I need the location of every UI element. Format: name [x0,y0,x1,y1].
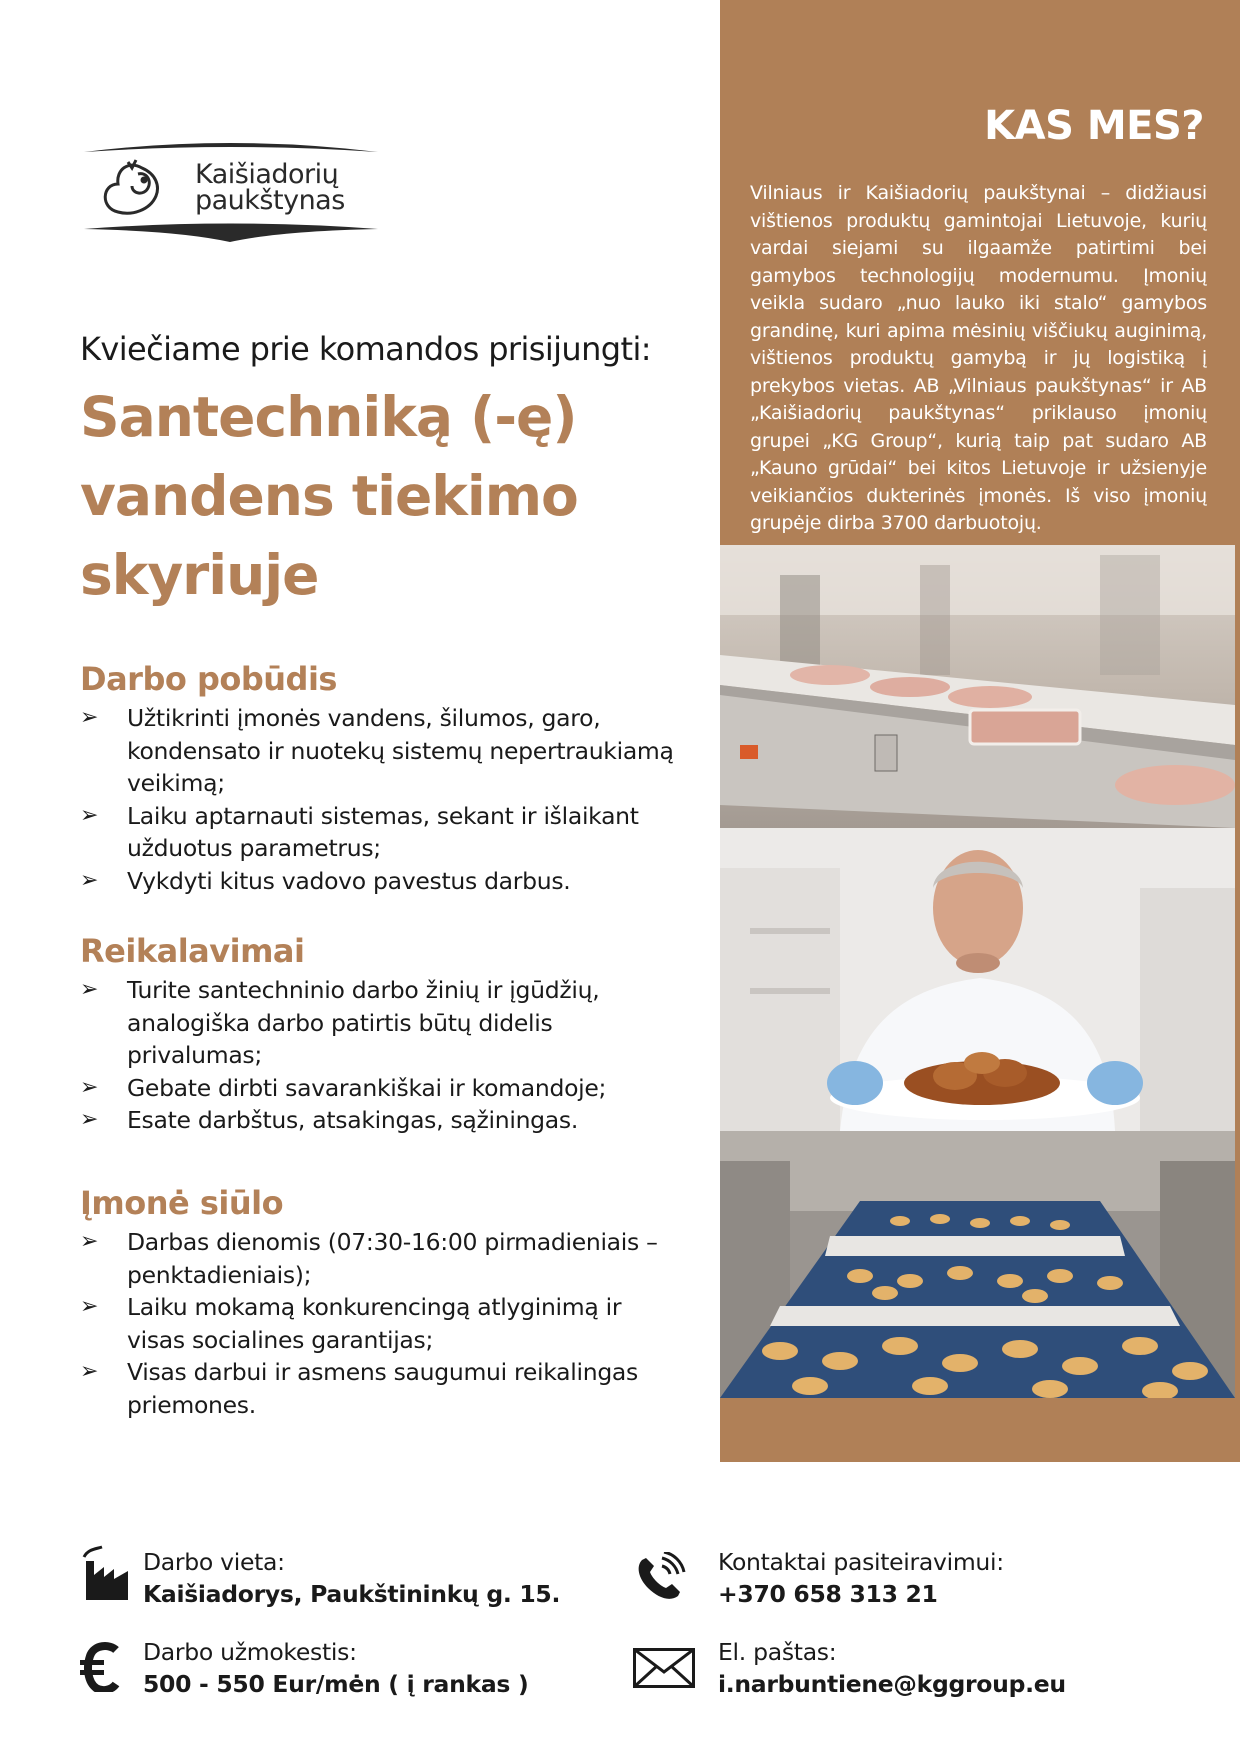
arrow-bullet-icon: ➢ [80,1107,99,1132]
job-title-line-2: vandens tiekimo [80,464,578,528]
list-item-text: Vykdyti kitus vadovo pavestus darbus. [127,866,571,895]
list-item-text: Visas darbui ir asmens saugumui reikalingas priemones. [127,1358,638,1419]
work-location-value: Kaišiadorys, Paukštininkų g. 15. [143,1580,561,1608]
section-offers [80,1184,680,1421]
list-item [80,702,680,800]
about-heading: KAS MES? [984,103,1204,149]
photo-conveyor-meat [720,545,1235,828]
list-item [80,1072,680,1105]
section-heading: Reikalavimai [80,932,305,970]
factory-icon [80,1545,130,1604]
job-title [80,378,640,615]
work-location-label: Darbo vieta: [143,1548,285,1576]
logo-wordmark [195,159,345,216]
job-title-line-1: Santechniką (-ę) [80,385,577,449]
section-heading: Įmonė siūlo [80,1184,284,1222]
invite-text: Kviečiame prie komandos prisijungti: [80,330,651,368]
arrow-bullet-icon: ➢ [80,977,99,1002]
arrow-bullet-icon: ➢ [80,705,99,730]
list-item-text: Darbas dienomis (07:30-16:00 pirmadieniais – penktadieniais); [127,1228,658,1289]
bullet-list [80,974,680,1137]
section-duties [80,660,680,897]
email-value[interactable]: i.narbuntiene@kggroup.eu [718,1670,1066,1698]
envelope-icon [633,1648,695,1692]
list-item [80,800,680,865]
salary-value: 500 - 550 Eur/mėn ( į rankas ) [143,1670,529,1698]
salary-label: Darbo užmokestis: [143,1638,357,1666]
job-title-line-3: skyriuje [80,543,319,607]
email-label: El. paštas: [718,1638,837,1666]
about-text: Vilniaus ir Kaišiadorių paukštynai – didžiausi vištienos produktų gamintojai Lietuvoje, kurių vardai siejami su ilgaamže patirtimi bei gamybos technologijų modernumu. Įmonių veikla sudaro „nuo lauko iki stalo“ gamybos grandinę, kuri apima mėsinių viščiukų auginimą, vištienos produktų gamybą ir jų logistiką į prekybos vietas. AB „Vilniaus paukštynas“ ir AB „Kaišiadorių paukštynas“ priklauso įmonių grupei „KG Group“, kurią taip pat sudaro AB „Kauno grūdai“ bei kitos Lietuvoje ir užsienyje veikiančios dukterinės įmonės. Iš viso įmonių grupėje dirba 3700 darbuotojų. [750,182,1207,534]
chicken-logo-icon [105,160,157,213]
list-item-text: Užtikrinti įmonės vandens, šilumos, garo, kondensato ir nuotekų sistemų nepertraukiamą veikimą; [127,704,674,797]
list-item [80,865,680,898]
list-item [80,1226,680,1291]
arrow-bullet-icon: ➢ [80,1074,99,1100]
logo-line-2: paukštynas [195,185,345,216]
logo-line-1: Kaišiadorių [195,159,339,190]
bullet-list [80,702,680,897]
list-item-text: Gebate dirbti savarankiškai ir komandoje; [127,1073,607,1102]
list-item [80,1291,680,1356]
salary [143,1636,528,1700]
arrow-bullet-icon: ➢ [80,867,99,893]
arrow-bullet-icon: ➢ [80,1359,99,1384]
photo-worker-plate [720,828,1235,1131]
contact-phone-label: Kontaktai pasiteiravimui: [718,1548,1004,1576]
phone-icon [634,1552,686,1608]
photo-conveyor-nuggets [720,1131,1235,1398]
arrow-bullet-icon: ➢ [80,1294,99,1319]
contact-phone [718,1546,1004,1610]
list-item [80,1104,680,1137]
email [718,1636,1066,1700]
bullet-list [80,1226,680,1421]
list-item-text: Turite santechninio darbo žinių ir įgūdžių, analogiška darbo patirtis būtų didelis privalumas; [127,976,600,1069]
contact-phone-value[interactable]: +370 658 313 21 [718,1580,938,1608]
arrow-bullet-icon: ➢ [80,802,99,828]
list-item [80,1356,680,1421]
euro-icon [80,1642,120,1696]
work-location [143,1546,560,1610]
arrow-bullet-icon: ➢ [80,1229,99,1254]
list-item-text: Laiku aptarnauti sistemas, sekant ir išlaikant užduotus parametrus; [127,801,639,862]
section-heading: Darbo pobūdis [80,660,337,698]
list-item-text: Esate darbštus, atsakingas, sąžiningas. [127,1106,579,1134]
list-item [80,974,680,1072]
section-requirements [80,932,680,1137]
company-logo [80,138,385,248]
list-item-text: Laiku mokamą konkurencingą atlyginimą ir visas socialines garantijas; [127,1293,622,1354]
